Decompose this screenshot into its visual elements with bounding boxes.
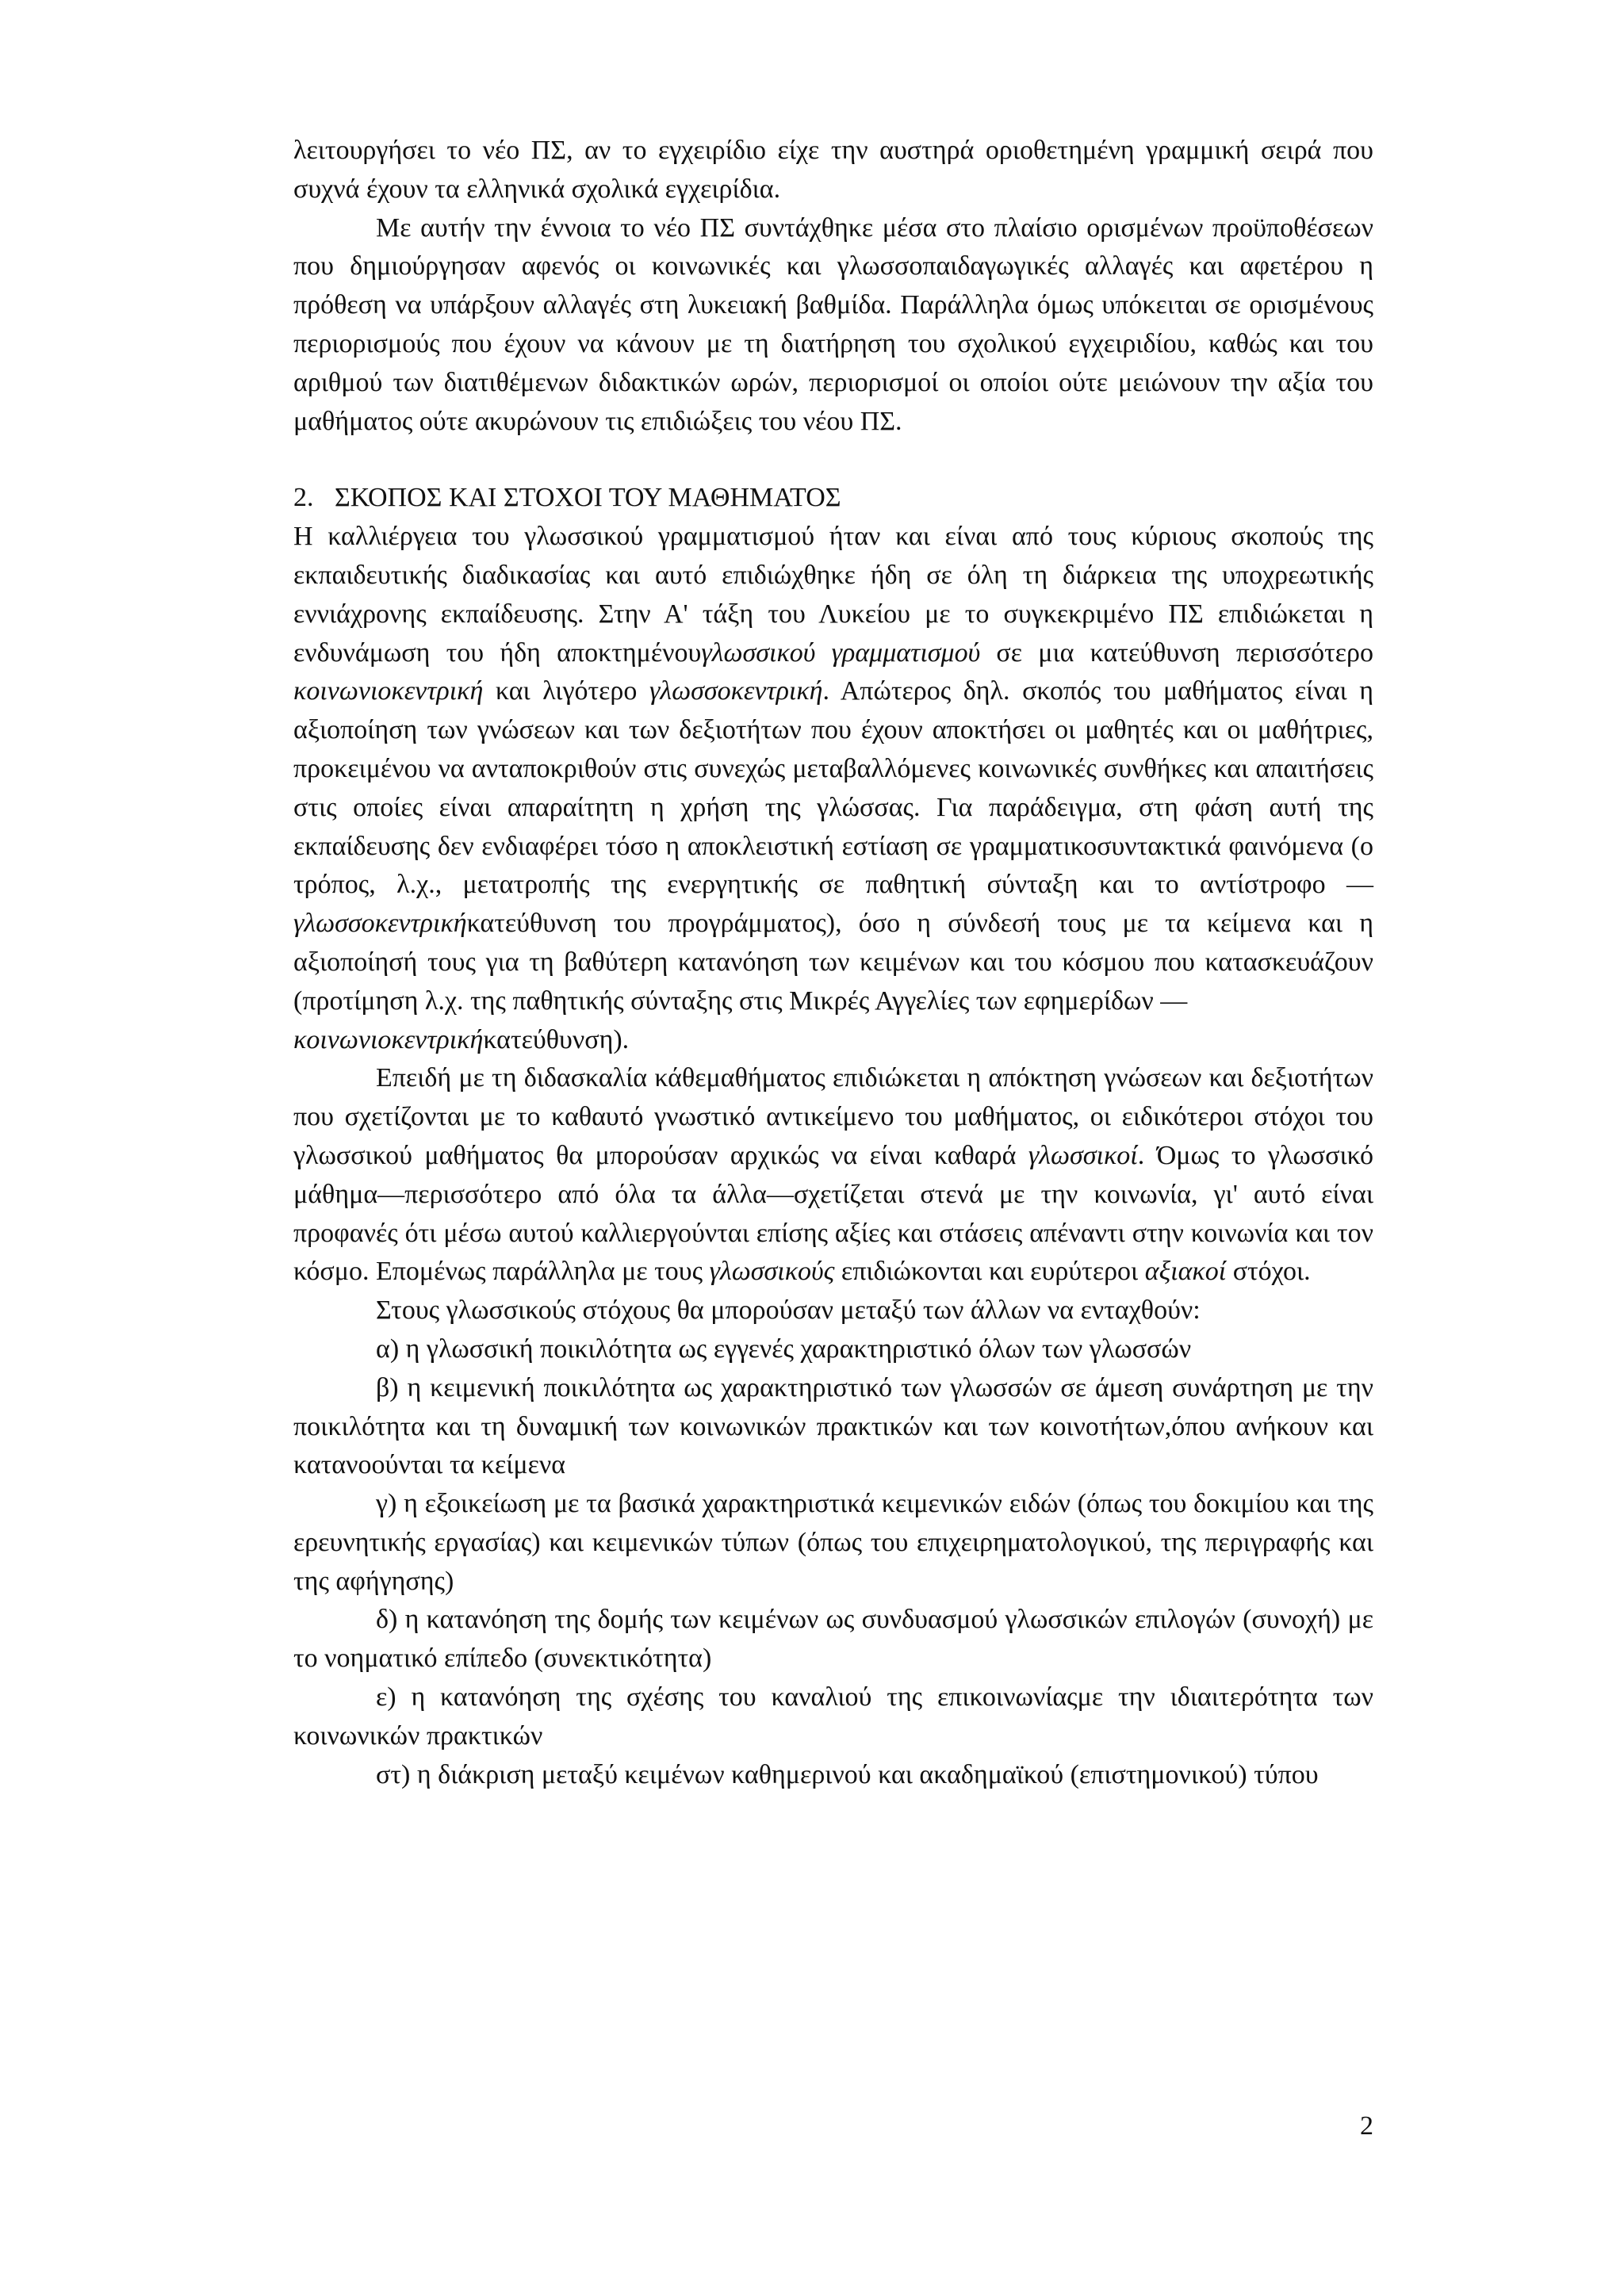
aims-text-6: κατεύθυνση).: [483, 1024, 630, 1054]
goal-item: α) η γλωσσική ποικιλότητα ως εγγενές χαρακτηριστικό όλων των γλωσσών: [376, 1334, 1192, 1364]
objectives-text-4: στόχοι.: [1226, 1257, 1311, 1287]
objectives-text-1: Επειδή με τη διδασκαλία κάθεμαθήματος επιδιώκεται η απόκτηση γνώσεων και δεξιοτήτων που σχετίζονται με το καθαυτό γνωστικό αντικείμενο του μαθήματος, οι ειδικότεροι στόχοι του γλωσσικού μαθήματος θα μπορούσαν αρχικώς να είναι καθαρά: [293, 1063, 1373, 1170]
aims-italic-2: κοινωνιοκεντρική: [293, 676, 484, 706]
aims-italic-5: κοινωνιοκεντρική: [293, 1024, 484, 1054]
goal-item: γ) η εξοικείωση με τα βασικά χαρακτηριστικά κειμενικών ειδών (όπως του δοκιμίου και της ερευνητικής εργασίας) και κειμενικών τύπων (όπως του επιχειρηματολογικού, της περιγραφής και της αφήγησης): [293, 1489, 1373, 1596]
goal-item: δ) η κατανόηση της δομής των κειμένων ως συνδυασμού γλωσσικών επιλογών (συνοχή) με το νοηματικό επίπεδο (συνεκτικότητα): [293, 1605, 1373, 1674]
section-title: ΣΚΟΠΟΣ ΚΑΙ ΣΤΟΧΟΙ ΤΟΥ ΜΑΘΗΜΑΤΟΣ: [335, 483, 841, 513]
objectives-text-2: . Όμως το γλωσσικό μάθημα—περισσότερο από όλα τα άλλα—σχετίζεται στενά με την κοινωνία, γι' αυτό είναι προφανές ότι μέσω αυτού καλλιεργούνται επίσης αξίες και στάσεις απέναντι στην κοινωνία και τον κόσμο. Επομένως παράλληλα με τους: [293, 1140, 1373, 1287]
document-page: [293, 132, 1373, 1794]
aims-text-5: κατεύθυνση του προγράμματος), όσο η σύνδεσή τους με τα κείμενα και η αξιοποίησή τους για τη βαθύτερη κατανόηση των κειμένων και του κόσμου που κατασκευάζουν (προτίμηση λ.χ. της παθητικής σύνταξης στις Μικρές Αγγελίες των εφημερίδων —: [293, 909, 1373, 1016]
aims-text-4: . Απώτερος δηλ. σκοπός του μαθήματος είναι η αξιοποίηση των γνώσεων και των δεξιοτήτων που έχουν αποκτήσει οι μαθητές και οι μαθήτριες, προκειμένου να ανταποκριθούν στις συνεχώς μεταβαλλόμενες κοινωνικές συνθήκες και απαιτήσεις στις οποίες είναι απαραίτητη η χρήση της γλώσσας. Για παράδειγμα, στη φάση αυτή της εκπαίδευσης δεν ενδιαφέρει τόσο η αποκλειστική εστίαση σε γραμματικοσυντακτικά φαινόμενα (ο τρόπος, λ.χ., μετατροπής της ενεργητικής σε παθητική σύνταξη και το αντίστροφο —: [293, 676, 1373, 900]
section-heading: [293, 479, 1373, 518]
aims-text-2: σε μια κατεύθυνση περισσότερο: [980, 637, 1373, 668]
goals-intro: Στους γλωσσικούς στόχους θα μπορούσαν μεταξύ των άλλων να ενταχθούν:: [376, 1295, 1201, 1326]
objectives-italic-2: γλωσσικούς: [709, 1257, 835, 1287]
goal-item: β) η κειμενική ποικιλότητα ως χαρακτηριστικό των γλωσσών σε άμεση συνάρτηση με την ποικιλότητα και τη δυναμική των κοινωνικών πρακτικών και των κοινοτήτων,όπου ανήκουν και κατανοούνται τα κείμενα: [293, 1372, 1373, 1480]
intro-continuation: λειτουργήσει το νέο ΠΣ, αν το εγχειρίδιο είχε την αυστηρά οριοθετημένη γραμμική σειρά που συχνά έχουν τα ελληνικά σχολικά εγχειρίδια.: [293, 136, 1373, 204]
aims-italic-1: γλωσσικού γραμματισμού: [701, 637, 981, 668]
intro-paragraph: Με αυτήν την έννοια το νέο ΠΣ συντάχθηκε μέσα στο πλαίσιο ορισμένων προϋποθέσεων που δημιούργησαν αφενός οι κοινωνικές και γλωσσοπαιδαγωγικές αλλαγές και αφετέρου η πρόθεση να υπάρξουν αλλαγές στη λυκειακή βαθμίδα. Παράλληλα όμως υπόκειται σε ορισμένους περιορισμούς που έχουν να κάνουν με τη διατήρηση του σχολικού εγχειριδίου, καθώς και του αριθμού των διατιθέμενων διδακτικών ωρών, περιορισμοί οι οποίοι ούτε μειώνουν την αξία του μαθήματος ούτε ακυρώνουν τις επιδιώξεις του νέου ΠΣ.: [293, 212, 1373, 436]
aims-text-1: Η καλλιέργεια του γλωσσικού γραμματισμού ήταν και είναι από τους κύριους σκοπούς της εκπαιδευτικής διαδικασίας και αυτό επιδιώχθηκε ήδη σε όλη τη διάρκεια της υποχρεωτικής εννιάχρονης εκπαίδευσης. Στην Α' τάξη του Λυκείου με το συγκεκριμένο ΠΣ επιδιώκεται η ενδυνάμωση του ήδη αποκτημένου: [293, 522, 1373, 668]
goal-item: ε) η κατανόηση της σχέσης του καναλιού της επικοινωνίαςμε την ιδιαιτερότητα των κοινωνικών πρακτικών: [293, 1682, 1373, 1751]
objectives-paragraph: [293, 1059, 1373, 1292]
aims-paragraph: [293, 518, 1373, 1059]
objectives-italic-1: γλωσσικοί: [1028, 1140, 1138, 1170]
section-spacer: [293, 441, 1373, 479]
aims-italic-4: γλωσσοκεντρική: [293, 909, 467, 939]
aims-italic-3: γλωσσοκεντρική: [649, 676, 823, 706]
objectives-text-3: επιδιώκονται και ευρύτεροι: [834, 1257, 1145, 1287]
goal-item: στ) η διάκριση μεταξύ κειμένων καθημερινού και ακαδημαϊκού (επιστημονικού) τύπου: [376, 1759, 1319, 1789]
aims-text-3: και λιγότερο: [483, 676, 649, 706]
page-number: 2: [1360, 2111, 1373, 2141]
objectives-italic-3: αξιακοί: [1144, 1257, 1227, 1287]
section-number: 2.: [293, 483, 314, 513]
